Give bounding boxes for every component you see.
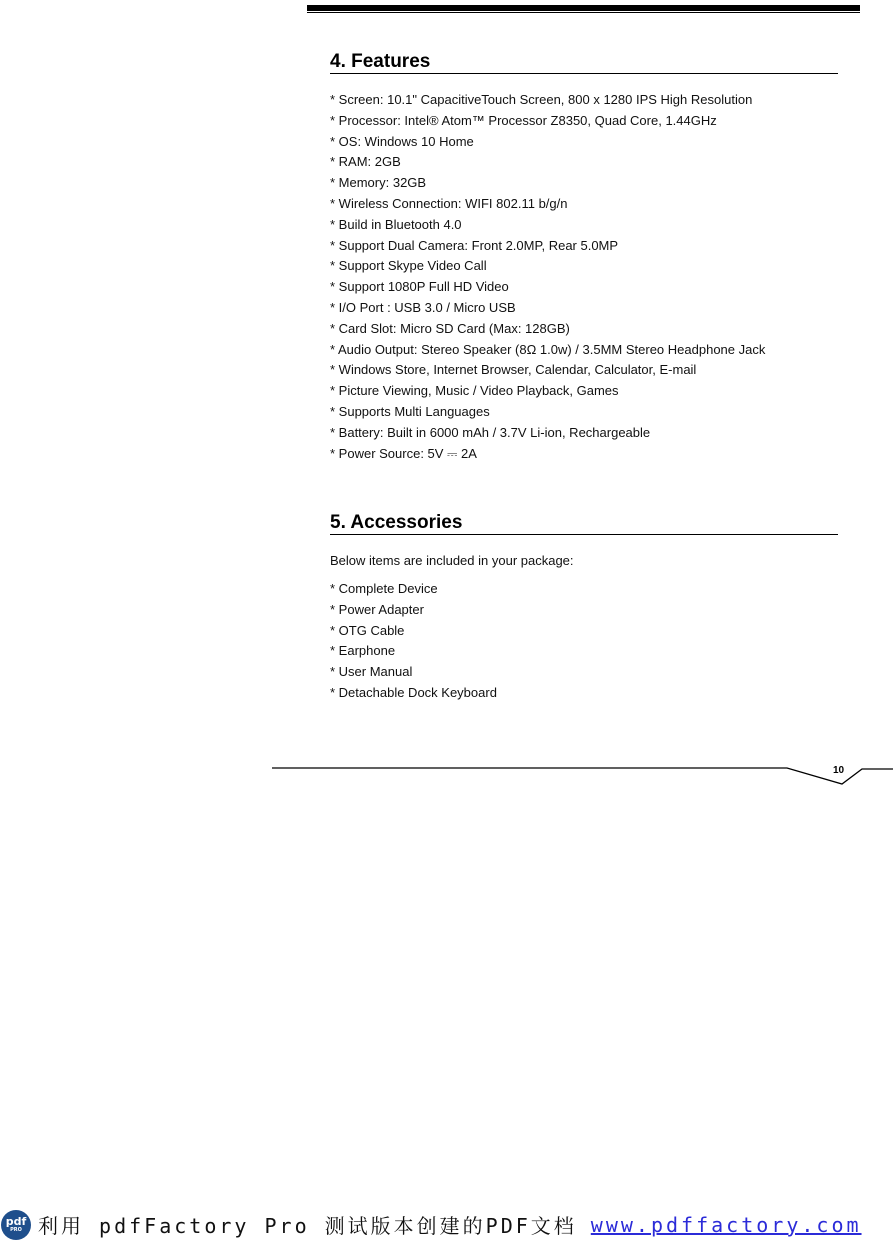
feature-item-battery: * Battery: Built in 6000 mAh / 3.7V Li-ion, Rechargeable xyxy=(330,424,651,440)
watermark-text: 利用 pdfFactory Pro 测试版本创建的PDF文档 xyxy=(38,1214,577,1238)
feature-item-bluetooth: * Build in Bluetooth 4.0 xyxy=(330,216,462,232)
accessories-list xyxy=(330,579,497,704)
feature-item-os: * OS: Windows 10 Home xyxy=(330,133,474,149)
feature-item-camera: * Support Dual Camera: Front 2.0MP, Rear 5.0MP xyxy=(330,237,619,253)
features-list xyxy=(330,90,765,464)
feature-item-audio: * Audio Output: Stereo Speaker (8Ω 1.0w) / 3.5MM Stereo Headphone Jack xyxy=(330,341,766,357)
accessories-intro: Below items are included in your package: xyxy=(330,553,574,568)
feature-item-memory: * Memory: 32GB xyxy=(330,175,427,191)
page-number: 10 xyxy=(833,765,845,776)
accessory-item-keyboard: * Detachable Dock Keyboard xyxy=(330,684,497,700)
feature-item-processor: * Processor: Intel® Atom™ Processor Z8350, Quad Core, 1.44GHz xyxy=(330,112,717,128)
feature-item-card-slot: * Card Slot: Micro SD Card (Max: 128GB) xyxy=(330,320,570,336)
header-rule-thin xyxy=(307,12,860,13)
accessory-item-adapter: * Power Adapter xyxy=(330,601,424,617)
feature-item-wireless: * Wireless Connection: WIFI 802.11 b/g/n xyxy=(330,195,568,211)
features-heading: 4. Features xyxy=(330,51,838,74)
accessory-item-manual: * User Manual xyxy=(330,664,413,680)
feature-item-video: * Support 1080P Full HD Video xyxy=(330,279,509,295)
pdffactory-logo-icon: pdf PRO xyxy=(1,1210,31,1240)
accessories-heading: 5. Accessories xyxy=(330,512,838,535)
pdffactory-link[interactable]: www.pdffactory.com xyxy=(590,1212,862,1237)
feature-item-media: * Picture Viewing, Music / Video Playback, Games xyxy=(330,383,619,399)
header-rule-thick xyxy=(307,5,860,11)
accessory-item-device: * Complete Device xyxy=(330,581,438,596)
feature-item-power: * Power Source: 5V ⎓ 2A xyxy=(330,445,477,461)
feature-item-screen: * Screen: 10.1" CapacitiveTouch Screen, 800 x 1280 IPS High Resolution xyxy=(330,92,753,107)
feature-item-languages: * Supports Multi Languages xyxy=(330,403,490,419)
feature-item-ram: * RAM: 2GB xyxy=(330,154,401,170)
pdf-watermark-banner xyxy=(0,1208,893,1241)
feature-item-io-port: * I/O Port : USB 3.0 / Micro USB xyxy=(330,299,516,315)
footer-rule xyxy=(0,760,893,790)
accessory-item-otg-cable: * OTG Cable xyxy=(330,622,405,638)
accessory-item-earphone: * Earphone xyxy=(330,643,396,659)
feature-item-apps: * Windows Store, Internet Browser, Calendar, Calculator, E-mail xyxy=(330,362,697,378)
feature-item-skype: * Support Skype Video Call xyxy=(330,258,487,274)
